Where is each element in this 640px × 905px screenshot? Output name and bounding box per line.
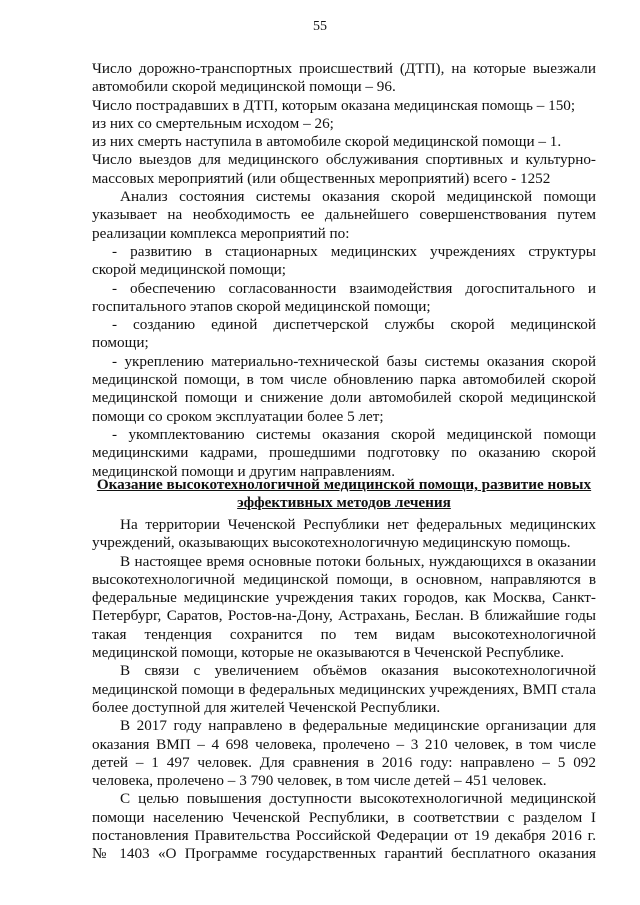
- text-line: федеральные медицинские учреждения таких городов, как Москва, Санкт-: [92, 589, 596, 607]
- text-line: Анализ состояния системы оказания скорой медицинской помощи: [120, 188, 596, 206]
- text-line: С целью повышения доступности высокотехнологичной медицинской: [120, 790, 596, 808]
- text-line: Число выездов для медицинского обслуживания спортивных и культурно-: [92, 151, 596, 169]
- body-text-top: [92, 60, 596, 481]
- text-line: помощи населению Чеченской Республики, в соответствии с разделом I: [92, 808, 596, 826]
- text-line: № 1403 «О Программе государственных гарантий бесплатного оказания: [92, 845, 596, 863]
- text-line: оказания ВМП – 4 698 человека, пролечено – 3 210 человек, в том числе: [92, 735, 596, 753]
- text-line: - созданию единой диспетчерской службы скорой медицинской: [112, 316, 596, 334]
- text-line: медицинской помощи и другим направлениям.: [92, 462, 395, 480]
- text-line: - укомплектованию системы оказания скорой медицинской помощи: [112, 425, 596, 443]
- text-line: медицинской помощи, в том числе обновлению парка автомобилей скорой: [92, 371, 596, 389]
- text-line: постановления Правительства Российской Федерации от 19 декабря 2016 г.: [92, 827, 596, 845]
- text-line: В связи с увеличением объёмов оказания высокотехнологичной: [120, 662, 596, 680]
- text-line: помощи;: [92, 334, 149, 352]
- text-line: помощи со сроком эксплуатации более 5 лет;: [92, 407, 384, 425]
- text-line: Число дорожно-транспортных происшествий (ДТП), на которые выезжали: [92, 60, 596, 77]
- heading-line: Оказание высокотехнологичной медицинской помощи, развитие новых: [96, 476, 592, 493]
- text-line: более доступной для жителей Чеченской Республики.: [92, 698, 441, 716]
- text-line: такая тенденция сохранится по тем видам высокотехнологичной: [92, 625, 596, 643]
- text-line: - развитию в стационарных медицинских учреждениях структуры: [112, 242, 596, 260]
- section-heading: [92, 476, 596, 513]
- text-line: реализации комплекса мероприятий по:: [92, 224, 350, 242]
- text-line: человека, пролечено – 3 790 человек, в том числе детей – 451 человек.: [92, 772, 547, 790]
- text-line: - обеспечению согласованности взаимодействия догоспитального и: [112, 279, 596, 297]
- page-number: 55: [313, 19, 327, 34]
- text-line: госпитального этапов скорой медицинской помощи;: [92, 297, 431, 315]
- text-line: указывает на необходимость ее дальнейшего совершенствования путем: [92, 206, 596, 224]
- text-line: медицинской помощи и снижение доли автомобилей скорой медицинской: [92, 389, 596, 407]
- text-line: скорой медицинской помощи;: [92, 261, 286, 279]
- text-line: Число пострадавших в ДТП, которым оказана медицинская помощь – 150;: [92, 96, 576, 114]
- text-line: детей – 1 497 человек. Для сравнения в 2016 году: направлено – 5 092: [92, 753, 596, 771]
- text-line: Петербург, Саратов, Ростов-на-Дону, Астрахань, Беслан. В ближайшие годы: [92, 607, 596, 625]
- text-line: В настоящее время основные потоки больных, нуждающихся в оказании: [120, 552, 596, 570]
- text-line: учреждений, оказывающих высокотехнологичную медицинскую помощь.: [92, 534, 571, 552]
- text-line: медицинской помощи, которые не оказываются в Чеченской Республике.: [92, 644, 565, 662]
- text-line: высокотехнологичной медицинской помощи, в основном, направляются в: [92, 570, 596, 588]
- text-line: автомобили скорой медицинской помощи – 96.: [92, 78, 396, 96]
- text-line: медицинскими кадрами, прошедшими подготовку по оказанию скорой: [92, 444, 596, 462]
- body-text-bottom: [92, 516, 596, 864]
- text-line: В 2017 году направлено в федеральные медицинские организации для: [120, 717, 596, 735]
- text-line: массовых мероприятий (или общественных мероприятий) всего - 1252: [92, 169, 551, 187]
- text-line: медицинской помощи в федеральных медицинских учреждениях, ВМП стала: [92, 680, 596, 698]
- text-line: из них со смертельным исходом – 26;: [92, 114, 334, 132]
- text-line: - укреплению материально-технической базы системы оказания скорой: [112, 352, 596, 370]
- text-line: На территории Чеченской Республики нет федеральных медицинских: [120, 516, 596, 533]
- text-line: из них смерть наступила в автомобиле скорой медицинской помощи – 1.: [92, 133, 562, 151]
- heading-line: эффективных методов лечения: [237, 494, 451, 512]
